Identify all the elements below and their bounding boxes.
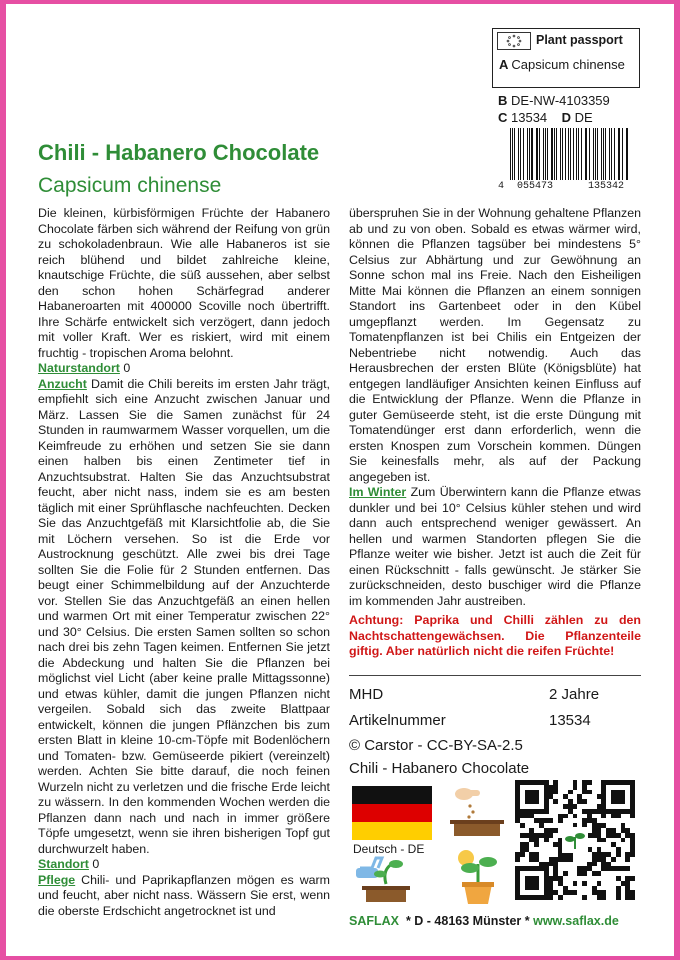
qr-module xyxy=(573,804,578,809)
mhd-label: MHD xyxy=(349,686,384,703)
ean-barcode xyxy=(510,128,630,180)
qr-module xyxy=(549,895,554,900)
barcode-bar xyxy=(510,128,511,180)
qr-module xyxy=(601,895,606,900)
qr-module xyxy=(563,814,568,819)
barcode-bar xyxy=(539,128,540,180)
qr-module xyxy=(568,790,573,795)
website-link[interactable]: www.saflax.de xyxy=(533,914,619,928)
divider-line xyxy=(349,675,641,676)
barcode-bar xyxy=(518,128,519,180)
pflege-continued: überspruhen Sie in der Wohnung gehaltene Pflanzen ab und zu von oben. Sobald es etwas wärmer wird, können die Pflanzen tagsüber bei mindestens 5° Celsius zur Abhärtung und zur Gewöhnung an Sonne schon mal ins Freie. Nach den Eisheiligen Mitte Mai können die Pflanzen an einem sonnigen Standort ins Gartenbeet oder in den Kübel umgepflanzt werden. Im Gegensatz zu Tomatenpflanzen ist bei Chilis ein Entgeizen der Nebentriebe nicht notwendig. Auch das Herausbrechen der ersten Blüte (Königsblüte) hat entgegen landläufiger Ansichten keinen Einfluss auf die Entwicklung der Pflanze. Wenn die Pflanze in guter Gemüseerde steht, ist die erste Düngung mit Tomatendünger erst dann erforderlich, wenn die ersten Knospen zum Vorschein kommen. Düngen Sie keinesfalls mehr, als auf der Packung angegeben ist. xyxy=(349,206,641,484)
potted-plant-sun-icon xyxy=(444,846,510,906)
article-number-label: Artikelnummer xyxy=(349,712,446,729)
qr-module xyxy=(573,890,578,895)
qr-module xyxy=(621,838,626,843)
plant-passport-box xyxy=(492,28,640,88)
qr-module xyxy=(597,881,602,886)
qr-module xyxy=(630,852,635,857)
barcode-bar xyxy=(547,128,548,180)
watering-sprout-icon xyxy=(352,850,412,905)
qr-module xyxy=(621,799,626,804)
qr-module xyxy=(549,818,554,823)
qr-module xyxy=(587,780,592,785)
barcode-bar xyxy=(622,128,623,180)
barcode-bar xyxy=(568,128,569,180)
passport-line-a: A Capsicum chinense xyxy=(499,57,625,72)
qr-module xyxy=(630,895,635,900)
qr-module xyxy=(534,799,539,804)
qr-module xyxy=(568,857,573,862)
address: * D - 48163 Münster * xyxy=(405,914,530,928)
brand-name: SAFLAX xyxy=(349,914,399,928)
mhd-value: 2 Jahre xyxy=(549,686,600,703)
barcode-bar xyxy=(527,128,528,180)
barcode-bar xyxy=(601,128,602,180)
intro-text: Die kleinen, kürbisförmigen Früchte der Habanero Chocolate färben sich während der Reifung von grün zu schokoladenbraun. Wie alle Habaneros ist sie reich blühend und bildet zahlreiche kleine, knautschige Früchte, die süß aussehen, aber selbst den schon hohen Schärfegrad anderer Habaneroarten mit 400000 Scoville noch übertrifft. Ihre Schärfe entwickelt sich verzögert, dann jedoch mit voller Kraft. Wer es riskiert, wird mit einem fruchtig - tropischen Aroma belohnt. xyxy=(38,206,330,360)
sowing-seeds-icon xyxy=(442,782,512,838)
qr-module xyxy=(549,833,554,838)
standort-line: Standort 0 xyxy=(38,857,100,871)
barcode-bar xyxy=(593,128,594,180)
language-label: Deutsch - DE xyxy=(353,842,425,856)
eu-flag-icon xyxy=(497,32,531,50)
toxicity-warning: Achtung: Paprika und Chilli zählen zu den Nachtschattengewächsen. Die Pflanzenteile giftig. Aber natürlich nicht die reifen Früchte! xyxy=(349,613,641,658)
qr-module xyxy=(573,881,578,886)
winter-section: Im Winter Zum Überwintern kann die Pflanze etwas dunkler und bei 10° Celsius kühler stehen und wird dann auch entsprechend weniger gewässert. An hellen und warmen Standorten pflegen Sie die Pflanze weiter wie bisher. Jetzt ist auch die Zeit für einen Rückschnitt - falls gewünscht. Je stärker Sie zurückschneiden, desto buschiger wird die Pflanze im kommenden Jahr austreiben. xyxy=(349,485,641,608)
barcode-bar xyxy=(560,128,561,180)
qr-module xyxy=(582,871,587,876)
botanical-name: Capsicum chinense xyxy=(38,174,222,197)
qr-module xyxy=(558,895,563,900)
qr-module xyxy=(616,895,621,900)
qr-module xyxy=(587,790,592,795)
product-title: Chili - Habanero Chocolate xyxy=(38,140,320,165)
naturstandort-line: Naturstandort 0 xyxy=(38,361,131,375)
article-number-value: 13534 xyxy=(549,712,591,729)
qr-module xyxy=(573,814,578,819)
left-column xyxy=(38,206,330,919)
qr-module xyxy=(515,857,520,862)
barcode-bar xyxy=(551,128,552,180)
qr-module xyxy=(573,785,578,790)
qr-module xyxy=(630,814,635,819)
pflege-section: Pflege Chili- und Paprikapflanzen mögen es warm und feucht, aber nicht nass. Wässern Sie erst, wenn die oberste Erdschicht angetrocknet ist und xyxy=(38,872,330,918)
qr-module xyxy=(520,852,525,857)
qr-module xyxy=(553,828,558,833)
qr-module xyxy=(592,862,597,867)
barcode-digit-1: 4 xyxy=(498,181,505,192)
qr-module xyxy=(601,814,606,819)
qr-module xyxy=(558,818,563,823)
barcode-bar xyxy=(589,128,590,180)
barcode-bar xyxy=(531,128,532,180)
qr-module xyxy=(616,852,621,857)
barcode-group-1: 055473 xyxy=(517,181,554,192)
barcode-bar xyxy=(562,128,563,180)
copyright-line: © Carstor - CC-BY-SA-2.5 xyxy=(349,737,523,754)
anzucht-section: Anzucht Damit die Chili bereits im ersten Jahr trägt, empfiehlt sich eine Anzucht zwischen Januar und März. Lassen Sie die Samen zunächst für 24 Stunden in raumwarmem Wasser vorquellen, um die Keimfreude zu erhöhen und setzen Sie sie dann einen halben bis einen Zentimeter tief in Anzuchtsubstrat. Halten Sie das Anzuchtsubstrat feucht, aber nicht nass, indem sie es am besten täglich mit einer Sprühflasche nachfeuchten. Decken Sie das Anzuchtgefäß mit Klarsichtfolie ab, die Sie mit Löchern versehen. So ist die Erde vor Austrocknung geschützt. Alle zwei bis drei Tage sollten Sie die Folie für 2 Stunden entfernen. Das beugt einer Schimmelbildung auf der Anzuchterde vor. Stellen Sie das Anzuchtgefäß an einen hellen und warmen Ort mit einer Temperatur zwischen 22° und 30° Celsius. Die ersten Samen sollten so schon nach drei bis zehn Tagen keimen. Entfernen Sie jetzt die Abdeckung und halten Sie die Pflanzen bei möglichst viel Licht (aber keine pralle Mittagssonne) und etwas kühler, damit die jungen Pflanzen nicht vergeilen. Sobald sich das zweite Blattpaar entwickelt, können die jungen Pflänzchen bis zum ersten Blatt in kleine 10-cm-Töpfe mit Bodenlöchern und Tomaten- bzw. Gemüseerde pikiert (vereinzelt) werden. Achten Sie bitte darauf, die noch feinen Wurzeln nicht zu verletzen und die frische Erde leicht zu wässern. In den kommenden Wochen werden die Pflanzen dann nach und nach in immer größere Töpfe umgesetzt, wenn sie ihren bisherigen Topf gut durchwurzelt haben. xyxy=(38,376,330,856)
qr-module xyxy=(625,866,630,871)
qr-module xyxy=(534,886,539,891)
footer xyxy=(349,914,619,928)
qr-module xyxy=(534,842,539,847)
german-flag-icon xyxy=(352,786,432,840)
qr-module xyxy=(630,876,635,881)
qr-code xyxy=(515,780,635,900)
barcode-bar xyxy=(614,128,615,180)
qr-module xyxy=(601,838,606,843)
qr-module xyxy=(553,799,558,804)
qr-module xyxy=(553,790,558,795)
barcode-bar xyxy=(581,128,582,180)
barcode-group-2: 135342 xyxy=(588,181,625,192)
qr-module xyxy=(625,857,630,862)
product-name-line: Chili - Habanero Chocolate xyxy=(349,760,530,777)
barcode-bar xyxy=(609,128,610,180)
barcode-bar xyxy=(576,128,577,180)
qr-module xyxy=(582,881,587,886)
qr-module xyxy=(582,799,587,804)
barcode-bar xyxy=(626,128,627,180)
passport-line-cd: C 13534 D DE xyxy=(498,110,593,125)
qr-module xyxy=(563,871,568,876)
qr-module xyxy=(582,895,587,900)
barcode-bar xyxy=(523,128,524,180)
qr-module xyxy=(611,857,616,862)
qr-module xyxy=(597,871,602,876)
qr-module xyxy=(520,823,525,828)
passport-line-b: B DE-NW-4103359 xyxy=(498,93,610,108)
passport-heading: Plant passport xyxy=(536,32,623,47)
qr-module xyxy=(544,838,549,843)
right-column xyxy=(349,206,641,660)
qr-module xyxy=(544,809,549,814)
qr-module xyxy=(616,814,621,819)
leaf-logo-icon xyxy=(562,827,588,853)
